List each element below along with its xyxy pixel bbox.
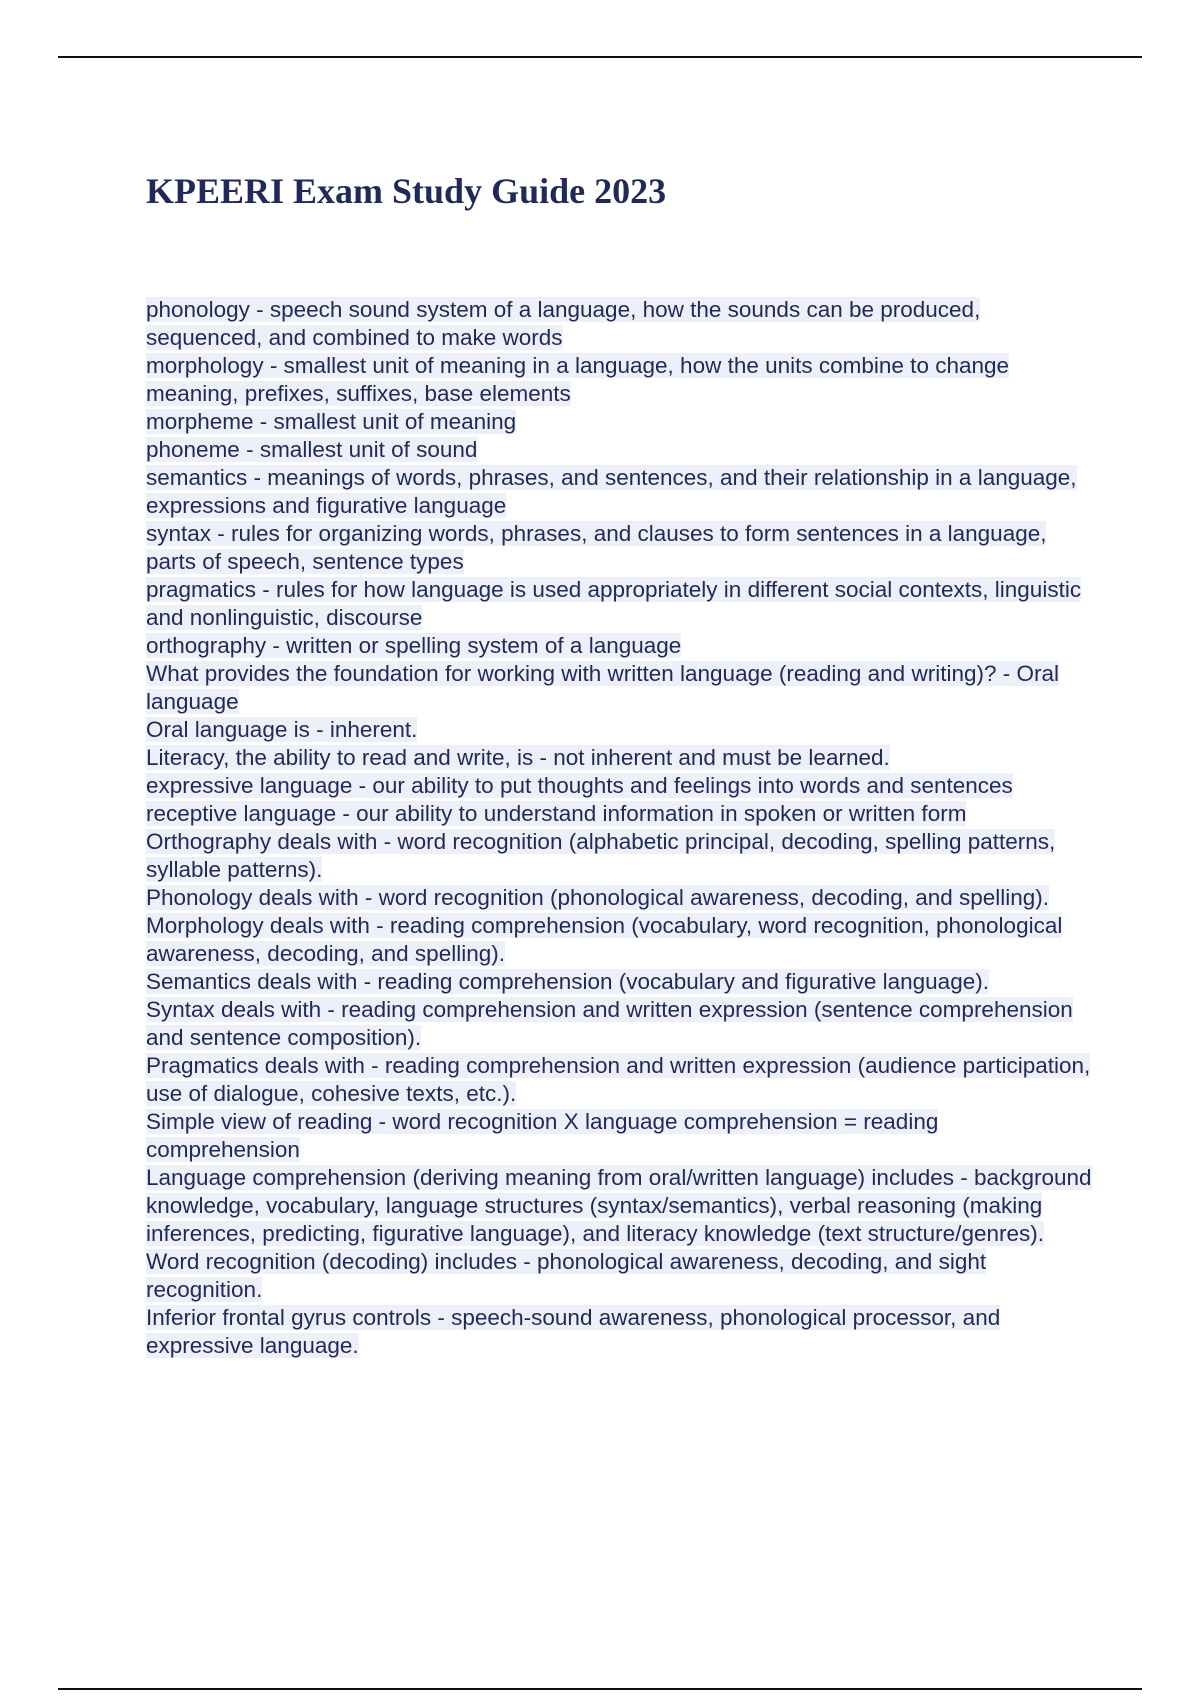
document-title: KPEERI Exam Study Guide 2023 (146, 171, 667, 211)
entry-text: morpheme - smallest unit of meaning (146, 409, 517, 434)
glossary-entry (146, 436, 1096, 464)
entry-text: Oral language is - inherent. (146, 717, 418, 742)
footer-rule (58, 1688, 1142, 1690)
glossary-entry (146, 968, 1096, 996)
glossary-entry (146, 660, 1096, 716)
glossary-entry (146, 996, 1096, 1052)
entry-text: Semantics deals with - reading comprehension (vocabulary and figurative language). (146, 969, 989, 994)
glossary-entry (146, 1052, 1096, 1108)
entry-text: syntax - rules for organizing words, phrases, and clauses to form sentences in a language, parts of speech, sentence types (146, 521, 1047, 574)
glossary-entry (146, 576, 1096, 632)
entry-text: pragmatics - rules for how language is used appropriately in different social contexts, linguistic and nonlinguistic, discourse (146, 577, 1082, 630)
entry-text: Language comprehension (deriving meaning from oral/written language) includes - background knowledge, vocabulary, language structures (syntax/semantics), verbal reasoning (making inferences, predicting, figurative language), and literacy knowledge (text structure/genres). (146, 1165, 1092, 1246)
entry-text: receptive language - our ability to understand information in spoken or written form (146, 801, 967, 826)
entry-text: phonology - speech sound system of a language, how the sounds can be produced, sequenced, and combined to make words (146, 297, 981, 350)
entry-text: Word recognition (decoding) includes - phonological awareness, decoding, and sight recognition. (146, 1249, 987, 1302)
entry-text: orthography - written or spelling system of a language (146, 633, 682, 658)
entry-text: phoneme - smallest unit of sound (146, 437, 478, 462)
glossary-entry (146, 296, 1096, 352)
header-rule (58, 56, 1142, 58)
glossary-entry (146, 772, 1096, 800)
glossary-entry (146, 352, 1096, 408)
entry-text: semantics - meanings of words, phrases, and sentences, and their relationship in a language, expressions and figurative language (146, 465, 1077, 518)
glossary-entry (146, 912, 1096, 968)
entry-text: morphology - smallest unit of meaning in a language, how the units combine to change meaning, prefixes, suffixes, base elements (146, 353, 1010, 406)
entry-text: Phonology deals with - word recognition (phonological awareness, decoding, and spelling). (146, 885, 1050, 910)
glossary-entry (146, 716, 1096, 744)
entry-text: expressive language - our ability to put thoughts and feelings into words and sentences (146, 773, 1013, 798)
glossary-entry (146, 800, 1096, 828)
entry-text: Syntax deals with - reading comprehension and written expression (sentence comprehension and sentence composition). (146, 997, 1073, 1050)
entry-text: Simple view of reading - word recognition X language comprehension = reading comprehension (146, 1109, 939, 1162)
glossary-entry (146, 828, 1096, 884)
glossary-entry (146, 632, 1096, 660)
entry-text: Inferior frontal gyrus controls - speech-sound awareness, phonological processor, and expressive language. (146, 1305, 1001, 1358)
glossary-list (146, 296, 1096, 1360)
glossary-entry (146, 1248, 1096, 1304)
entry-text: Orthography deals with - word recognition (alphabetic principal, decoding, spelling patterns, syllable patterns). (146, 829, 1056, 882)
entry-text: Literacy, the ability to read and write, is - not inherent and must be learned. (146, 745, 890, 770)
glossary-entry (146, 1164, 1096, 1248)
glossary-entry (146, 884, 1096, 912)
glossary-entry (146, 1304, 1096, 1360)
glossary-entry (146, 408, 1096, 436)
entry-text: Pragmatics deals with - reading comprehension and written expression (audience participation, use of dialogue, cohesive texts, etc.). (146, 1053, 1091, 1106)
glossary-entry (146, 520, 1096, 576)
entry-text: Morphology deals with - reading comprehension (vocabulary, word recognition, phonological awareness, decoding, and spelling). (146, 913, 1063, 966)
glossary-entry (146, 464, 1096, 520)
glossary-entry (146, 744, 1096, 772)
entry-text: What provides the foundation for working with written language (reading and writing)? - Oral language (146, 661, 1059, 714)
glossary-entry (146, 1108, 1096, 1164)
